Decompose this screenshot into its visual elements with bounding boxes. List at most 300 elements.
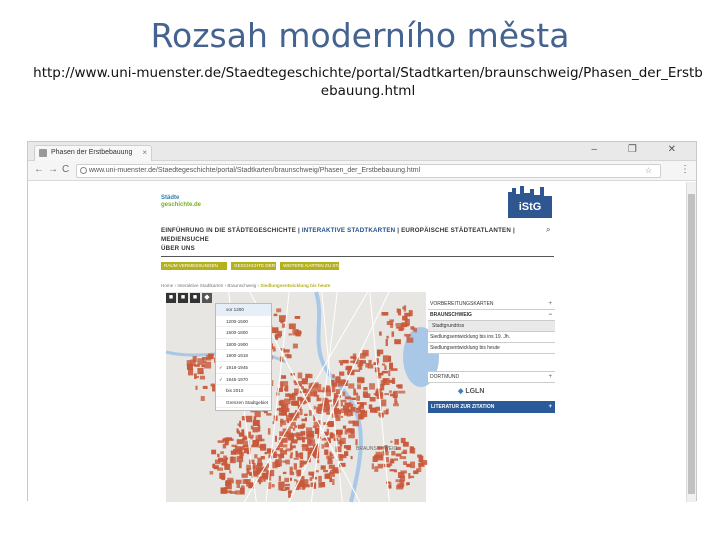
built-area-block xyxy=(410,446,414,453)
pill-3[interactable]: WEITERE KARTEN ZU STÄDTEN xyxy=(280,262,339,270)
layer-label: 1200-1500 xyxy=(226,318,248,324)
panel-row-label: BRAUNSCHWEIG xyxy=(430,312,472,318)
built-area-block xyxy=(355,439,357,445)
built-area-block xyxy=(253,471,260,475)
built-area-block xyxy=(396,323,403,327)
built-area-block xyxy=(377,350,383,355)
built-area-block xyxy=(272,327,278,333)
built-area-block xyxy=(238,450,242,453)
built-area-block xyxy=(386,339,388,346)
nav-link-staedteatlanten[interactable]: EUROPÄISCHE STÄDTEATLANTEN xyxy=(401,227,512,234)
built-area-block xyxy=(384,366,386,371)
built-area-block xyxy=(390,394,393,397)
built-area-block xyxy=(290,472,295,476)
nav-link-einfuehrung[interactable]: EINFÜHRUNG IN DIE STÄDTEGESCHICHTE xyxy=(161,227,297,234)
built-area-block xyxy=(342,392,345,397)
built-area-block xyxy=(285,484,290,486)
lgln-logo xyxy=(458,387,484,395)
built-area-block xyxy=(282,420,286,425)
tab-title: Phasen der Erstbebauung xyxy=(51,149,133,156)
built-area-block xyxy=(292,329,298,335)
layer-item[interactable] xyxy=(216,350,271,362)
built-area-block xyxy=(326,412,330,414)
built-area-block xyxy=(382,312,389,316)
built-area-block xyxy=(262,473,269,478)
built-area-block xyxy=(300,409,303,415)
built-area-block xyxy=(388,356,391,362)
built-area-block xyxy=(283,349,289,352)
layer-item[interactable] xyxy=(216,362,271,374)
built-area-block xyxy=(290,445,296,448)
built-area-block xyxy=(227,480,230,484)
city-map[interactable] xyxy=(166,292,426,502)
built-area-block xyxy=(279,412,286,415)
map-place-label: BRAUNSCHWEIG xyxy=(356,446,398,452)
built-area-block xyxy=(419,466,422,472)
built-area-block xyxy=(194,373,197,379)
built-area-block xyxy=(289,394,293,397)
built-area-block xyxy=(309,410,312,416)
built-area-block xyxy=(409,310,413,316)
built-area-block xyxy=(309,439,315,446)
layer-item[interactable] xyxy=(216,304,271,316)
built-area-block xyxy=(332,479,334,485)
panel-row-dortmund[interactable] xyxy=(428,372,555,383)
built-area-block xyxy=(241,429,244,436)
layer-label: 1800-1900 xyxy=(226,341,248,347)
settings-tool-icon[interactable]: ◆ xyxy=(202,293,212,303)
built-area-block xyxy=(276,308,281,312)
built-area-block xyxy=(285,354,289,357)
built-area-block xyxy=(362,350,368,357)
panel-row-siedlung-heute[interactable] xyxy=(428,343,555,354)
pill-1[interactable]: RAUM VERMESSUNGEN xyxy=(161,262,227,270)
window-controls[interactable]: – ❐ ✕ xyxy=(591,144,690,155)
built-area-block xyxy=(289,324,296,330)
built-area-block xyxy=(320,404,326,406)
bookmark-star-icon[interactable]: ☆ xyxy=(644,166,652,175)
built-area-block xyxy=(255,411,261,417)
istg-logo[interactable]: iStG xyxy=(508,196,552,218)
panel-row-braunschweig[interactable] xyxy=(428,310,555,321)
built-area-block xyxy=(300,479,305,485)
built-area-block xyxy=(315,384,322,391)
built-area-block xyxy=(291,401,298,405)
built-area-block xyxy=(250,437,253,440)
built-area-block xyxy=(222,438,226,441)
layer-label: Grenzen Stadtgebiet xyxy=(226,399,269,405)
built-area-block xyxy=(272,484,275,487)
panel-row-stadtgrundriss[interactable] xyxy=(428,321,555,332)
built-area-block xyxy=(188,369,193,376)
built-area-block xyxy=(318,476,322,482)
layer-label: bis 2010 xyxy=(226,388,244,394)
layer-item[interactable] xyxy=(216,327,271,339)
built-area-block xyxy=(378,464,383,469)
built-area-block xyxy=(319,483,325,486)
layer-item[interactable] xyxy=(216,316,271,328)
built-area-block xyxy=(283,444,288,447)
built-area-block xyxy=(339,372,344,376)
built-area-block xyxy=(201,365,205,367)
built-area-block xyxy=(289,435,291,439)
built-area-block xyxy=(386,336,388,339)
slide-url-text[interactable]: http://www.uni-muenster.de/Staedtegeschichte/portal/Stadtkarten/braunschweig/Phasen_der_Erstbebauung.html xyxy=(33,65,703,99)
browser-window xyxy=(27,141,697,501)
built-area-block xyxy=(390,441,392,443)
built-area-block xyxy=(360,360,366,364)
built-area-block xyxy=(342,360,348,364)
layer-check-icon: ✓ xyxy=(219,376,223,382)
built-area-block xyxy=(357,384,361,389)
built-area-block xyxy=(341,402,343,406)
layer-item[interactable] xyxy=(216,385,271,397)
built-area-block xyxy=(281,406,284,412)
built-area-block xyxy=(410,326,414,329)
favicon-icon xyxy=(39,149,47,157)
built-area-block xyxy=(274,454,281,457)
built-area-block xyxy=(239,421,241,428)
layer-check-icon: ✓ xyxy=(219,364,223,370)
built-area-block xyxy=(388,370,390,376)
built-area-block xyxy=(321,466,324,469)
built-area-block xyxy=(404,305,406,311)
built-area-block xyxy=(314,406,316,410)
layer-label: vor 1200 xyxy=(226,307,244,312)
built-area-block xyxy=(389,319,394,322)
built-area-block xyxy=(348,383,354,388)
built-area-block xyxy=(400,456,407,459)
collapse-icon[interactable]: − xyxy=(548,312,552,318)
nav-link-mediensuche[interactable]: MEDIENSUCHE xyxy=(161,236,209,243)
built-area-block xyxy=(296,453,302,458)
logo-line-2: geschichte.de xyxy=(161,202,202,208)
built-area-block xyxy=(237,439,244,444)
built-area-block xyxy=(410,462,415,469)
built-area-block xyxy=(229,470,231,473)
layer-label: 1900-1918 xyxy=(226,353,248,359)
built-area-block xyxy=(296,432,300,438)
built-area-block xyxy=(288,491,291,498)
built-area-block xyxy=(346,429,351,433)
built-area-block xyxy=(237,456,244,462)
built-area-block xyxy=(307,431,314,437)
built-area-block xyxy=(242,416,245,420)
map-canvas[interactable] xyxy=(166,292,426,502)
built-area-block xyxy=(210,471,214,474)
built-area-block xyxy=(282,376,286,379)
built-area-block xyxy=(291,439,298,443)
built-area-block xyxy=(226,437,232,440)
built-area-block xyxy=(406,336,409,338)
built-area-block xyxy=(381,400,386,407)
built-area-block xyxy=(280,450,287,455)
breadcrumb xyxy=(161,283,330,288)
built-area-block xyxy=(357,402,360,404)
citation-bar[interactable] xyxy=(428,401,555,413)
built-area-block xyxy=(379,332,382,336)
built-area-block xyxy=(348,434,355,438)
built-area-block xyxy=(292,433,297,437)
built-area-block xyxy=(294,463,297,470)
expand-icon[interactable]: + xyxy=(548,301,552,307)
built-area-block xyxy=(384,464,390,467)
built-area-block xyxy=(410,476,414,478)
built-area-block xyxy=(356,410,359,413)
built-area-block xyxy=(232,445,238,447)
built-area-block xyxy=(398,309,401,316)
built-area-block xyxy=(382,364,385,366)
built-area-block xyxy=(330,432,334,438)
built-area-block xyxy=(260,439,264,442)
built-area-block xyxy=(368,360,371,365)
built-area-block xyxy=(246,483,248,487)
built-area-block xyxy=(302,423,306,428)
built-area-block xyxy=(245,416,252,422)
built-area-block xyxy=(323,470,328,472)
built-area-block xyxy=(290,478,292,481)
built-area-block xyxy=(239,462,242,469)
built-area-block xyxy=(308,472,314,476)
built-area-block xyxy=(403,461,407,465)
layer-label: 1945-1970 xyxy=(226,376,248,382)
built-area-block xyxy=(363,387,367,390)
built-area-block xyxy=(368,364,374,368)
built-area-block xyxy=(285,487,290,490)
panel-row-siedlung-19[interactable] xyxy=(428,332,555,343)
built-area-block xyxy=(393,391,398,398)
nav-separator: | xyxy=(511,227,515,234)
built-area-block xyxy=(290,455,293,459)
built-area-block xyxy=(223,456,227,462)
built-area-block xyxy=(400,470,407,473)
built-area-block xyxy=(253,463,256,469)
built-area-block xyxy=(390,469,395,471)
built-area-block xyxy=(392,331,395,336)
map-side-panel xyxy=(428,299,555,413)
built-area-block xyxy=(403,450,407,454)
built-area-block xyxy=(252,440,259,446)
built-area-block xyxy=(293,344,298,349)
nav-link-stadtkarten[interactable]: INTERAKTIVE STADTKARTEN xyxy=(301,227,396,234)
built-area-block xyxy=(356,396,360,401)
built-area-block xyxy=(370,397,376,402)
built-area-block xyxy=(407,482,410,485)
nav-separator: | xyxy=(395,227,402,234)
built-area-block xyxy=(294,458,299,460)
built-area-block xyxy=(275,463,280,467)
built-area-block xyxy=(303,389,307,394)
address-bar[interactable] xyxy=(76,164,661,178)
built-area-block xyxy=(400,480,405,487)
built-area-block xyxy=(332,383,337,387)
site-logo[interactable] xyxy=(161,195,213,217)
layer-tool-icon[interactable]: ■ xyxy=(178,293,188,303)
tab-bar xyxy=(28,142,696,161)
built-area-block xyxy=(354,370,360,372)
built-area-block xyxy=(200,372,204,374)
nav-separator: | xyxy=(296,227,302,234)
page-viewport xyxy=(28,182,688,502)
built-area-block xyxy=(389,390,392,392)
built-area-block xyxy=(369,404,373,409)
built-area-block xyxy=(357,378,363,382)
built-area-block xyxy=(300,466,303,468)
built-area-block xyxy=(322,444,325,449)
built-area-block xyxy=(304,414,308,416)
built-area-block xyxy=(240,488,245,495)
built-area-block xyxy=(353,393,358,396)
built-area-block xyxy=(369,383,375,389)
built-area-block xyxy=(218,458,223,463)
built-area-block xyxy=(227,490,232,493)
built-area-block xyxy=(236,480,242,484)
built-area-block xyxy=(341,400,347,402)
built-area-block xyxy=(203,386,208,389)
built-area-block xyxy=(280,381,283,388)
browser-tab[interactable] xyxy=(34,145,152,161)
built-area-block xyxy=(360,411,367,418)
nav-link-ueber-uns[interactable]: ÜBER UNS xyxy=(161,245,195,252)
built-area-block xyxy=(275,436,277,442)
breadcrumb-path[interactable]: Home › Interaktive Stadtkarten › Braunschweig › xyxy=(161,283,261,288)
built-area-block xyxy=(227,478,233,481)
built-area-block xyxy=(363,391,368,397)
built-area-block xyxy=(340,455,347,459)
built-area-block xyxy=(338,433,342,438)
built-area-block xyxy=(398,384,403,388)
built-area-block xyxy=(266,413,271,416)
citation-label: LITERATUR ZUR ZITATION xyxy=(431,404,495,410)
built-area-block xyxy=(280,320,283,323)
built-area-block xyxy=(374,466,378,472)
expand-icon[interactable]: + xyxy=(548,374,552,380)
built-area-block xyxy=(374,362,378,364)
built-area-block xyxy=(304,484,310,487)
expand-icon[interactable]: + xyxy=(548,404,552,410)
built-area-block xyxy=(280,400,285,406)
built-area-block xyxy=(345,396,351,399)
built-area-block xyxy=(329,465,335,469)
built-area-block xyxy=(351,398,356,400)
built-area-block xyxy=(310,392,315,396)
built-area-block xyxy=(257,420,260,426)
built-area-block xyxy=(407,338,414,343)
pill-2[interactable]: GESCHICHTE DER xyxy=(231,262,276,270)
built-area-block xyxy=(247,468,250,474)
back-icon[interactable]: ← xyxy=(34,164,44,175)
built-area-block xyxy=(290,452,293,455)
layer-item[interactable] xyxy=(216,339,271,351)
scroll-thumb[interactable] xyxy=(688,194,695,494)
built-area-block xyxy=(211,450,216,455)
built-area-block xyxy=(297,470,301,477)
built-area-block xyxy=(237,484,241,488)
built-area-block xyxy=(265,452,268,454)
built-area-block xyxy=(364,402,367,405)
built-area-block xyxy=(328,473,331,475)
built-area-block xyxy=(419,456,424,462)
built-area-block xyxy=(316,470,319,472)
built-area-block xyxy=(340,441,343,446)
built-area-block xyxy=(336,389,340,394)
reload-icon[interactable]: C xyxy=(62,164,70,175)
built-area-block xyxy=(315,428,319,435)
panel-row-vorbereitung[interactable] xyxy=(428,299,555,310)
lgln-credit xyxy=(428,383,555,401)
print-tool-icon[interactable]: ■ xyxy=(190,293,200,303)
built-area-block xyxy=(274,314,278,316)
layer-item[interactable] xyxy=(216,374,271,386)
layer-menu xyxy=(215,303,272,411)
built-area-block xyxy=(374,411,378,413)
built-area-block xyxy=(302,445,308,448)
built-area-block xyxy=(225,462,228,468)
built-area-block xyxy=(204,362,211,369)
built-area-block xyxy=(237,431,240,435)
built-area-block xyxy=(194,364,200,366)
page-scrollbar[interactable] xyxy=(686,182,696,502)
built-area-block xyxy=(392,378,395,384)
built-area-block xyxy=(196,386,198,390)
built-area-block xyxy=(293,428,295,431)
search-icon[interactable]: ⌕ xyxy=(546,225,551,234)
built-area-block xyxy=(324,450,328,455)
built-area-block xyxy=(201,396,205,401)
built-area-block xyxy=(348,421,355,424)
built-area-block xyxy=(239,449,241,451)
tab-close-icon[interactable]: × xyxy=(142,148,147,157)
built-area-block xyxy=(263,480,265,482)
built-area-block xyxy=(231,456,234,462)
panel-row-label: Siedlungsentwicklung bis ins 19. Jh. xyxy=(430,334,511,340)
built-area-block xyxy=(328,456,334,458)
built-area-block xyxy=(294,479,297,481)
built-area-block xyxy=(244,437,247,440)
built-area-block xyxy=(350,356,356,359)
built-area-block xyxy=(383,355,388,362)
forward-icon[interactable]: → xyxy=(48,164,58,175)
built-area-block xyxy=(318,390,325,392)
built-area-block xyxy=(338,381,344,387)
built-area-block xyxy=(351,456,353,459)
built-area-block xyxy=(282,461,286,463)
site-navigation xyxy=(161,226,553,253)
built-area-block xyxy=(330,454,333,456)
built-area-block xyxy=(341,416,343,418)
built-area-block xyxy=(390,324,393,328)
built-area-block xyxy=(394,458,398,460)
layer-item[interactable] xyxy=(216,397,271,409)
built-area-block xyxy=(278,482,284,488)
lgln-text: LGLN xyxy=(465,388,485,395)
built-area-block xyxy=(396,327,402,329)
built-area-block xyxy=(398,391,405,394)
built-area-block xyxy=(345,402,352,405)
built-area-block xyxy=(298,373,303,379)
home-tool-icon[interactable]: ■ xyxy=(166,293,176,303)
info-icon xyxy=(80,167,87,174)
built-area-block xyxy=(268,428,271,434)
built-area-block xyxy=(389,363,393,370)
built-area-block xyxy=(343,426,346,429)
built-area-block xyxy=(374,455,377,458)
panel-spacer xyxy=(428,354,555,372)
built-area-block xyxy=(279,476,281,481)
address-text: www.uni-muenster.de/Staedtegeschichte/portal/Stadtkarten/braunschweig/Phasen_der_Erstbebauung.html xyxy=(89,167,421,174)
browser-menu-icon[interactable]: ⋮ xyxy=(680,164,690,175)
built-area-block xyxy=(203,360,207,363)
